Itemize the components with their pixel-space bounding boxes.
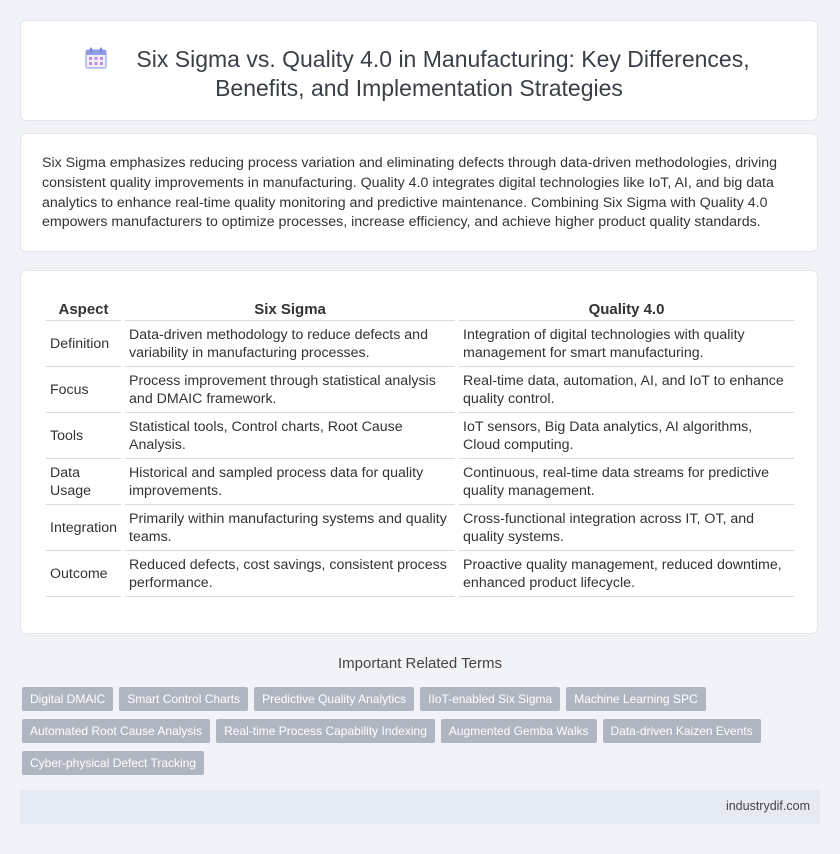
aspect-cell: Focus: [46, 367, 121, 413]
term-tag[interactable]: IIoT-enabled Six Sigma: [420, 687, 560, 711]
related-terms-list: [22, 687, 802, 783]
footer-site[interactable]: industrydif.com: [725, 799, 810, 813]
term-tag[interactable]: Machine Learning SPC: [566, 687, 705, 711]
table-row: [46, 505, 794, 551]
quality-4-cell: Integration of digital technologies with quality management for smart manufacturing.: [459, 321, 794, 367]
table-row: [46, 551, 794, 597]
quality-4-cell: Real-time data, automation, AI, and IoT to enhance quality control.: [459, 367, 794, 413]
table-header-row: [46, 295, 794, 321]
aspect-cell: Definition: [46, 321, 121, 367]
six-sigma-cell: Statistical tools, Control charts, Root Cause Analysis.: [125, 413, 455, 459]
six-sigma-cell: Historical and sampled process data for quality improvements.: [125, 459, 455, 505]
aspect-cell: Tools: [46, 413, 121, 459]
aspect-cell: Integration: [46, 505, 121, 551]
term-tag[interactable]: Augmented Gemba Walks: [441, 719, 597, 743]
quality-4-cell: IoT sensors, Big Data analytics, AI algorithms, Cloud computing.: [459, 413, 794, 459]
term-tag[interactable]: Data-driven Kaizen Events: [603, 719, 761, 743]
quality-4-cell: Cross-functional integration across IT, OT, and quality systems.: [459, 505, 794, 551]
page-title-line-2: Benefits, and Implementation Strategies: [215, 75, 623, 101]
six-sigma-cell: Process improvement through statistical analysis and DMAIC framework.: [125, 367, 455, 413]
term-tag[interactable]: Smart Control Charts: [119, 687, 248, 711]
aspect-cell: Outcome: [46, 551, 121, 597]
page-title: [21, 45, 817, 103]
term-tag[interactable]: Automated Root Cause Analysis: [22, 719, 210, 743]
related-terms-title: Important Related Terms: [338, 655, 502, 672]
header-quality-4: Quality 4.0: [459, 295, 794, 321]
page-title-line-1: Six Sigma vs. Quality 4.0 in Manufacturing: Key Differences,: [136, 46, 750, 72]
comparison-table: [42, 295, 798, 597]
six-sigma-cell: Primarily within manufacturing systems and quality teams.: [125, 505, 455, 551]
intro-card: [20, 133, 818, 252]
footer: [20, 790, 820, 824]
term-tag[interactable]: Predictive Quality Analytics: [254, 687, 414, 711]
comparison-card: [20, 270, 818, 634]
header-card: [20, 20, 818, 121]
table-row: [46, 367, 794, 413]
term-tag[interactable]: Real-time Process Capability Indexing: [216, 719, 435, 743]
header-aspect: Aspect: [46, 295, 121, 321]
quality-4-cell: Continuous, real-time data streams for predictive quality management.: [459, 459, 794, 505]
intro-text: Six Sigma emphasizes reducing process variation and eliminating defects through data-driven methodologies, driving consistent quality improvements in manufacturing. Quality 4.0 integrates digital technologies like IoT, AI, and big data analytics to enhance real-time quality monitoring and predictive maintenance. Combining Six Sigma with Quality 4.0 empowers manufacturers to optimize processes, increase efficiency, and achieve higher product quality standards.: [42, 155, 777, 231]
aspect-cell: Data Usage: [46, 459, 121, 505]
table-row: [46, 321, 794, 367]
table-row: [46, 413, 794, 459]
table-row: [46, 459, 794, 505]
six-sigma-cell: Reduced defects, cost savings, consistent process performance.: [125, 551, 455, 597]
header-six-sigma: Six Sigma: [125, 295, 455, 321]
term-tag[interactable]: Cyber-physical Defect Tracking: [22, 751, 204, 775]
quality-4-cell: Proactive quality management, reduced downtime, enhanced product lifecycle.: [459, 551, 794, 597]
six-sigma-cell: Data-driven methodology to reduce defects and variability in manufacturing processes.: [125, 321, 455, 367]
term-tag[interactable]: Digital DMAIC: [22, 687, 113, 711]
